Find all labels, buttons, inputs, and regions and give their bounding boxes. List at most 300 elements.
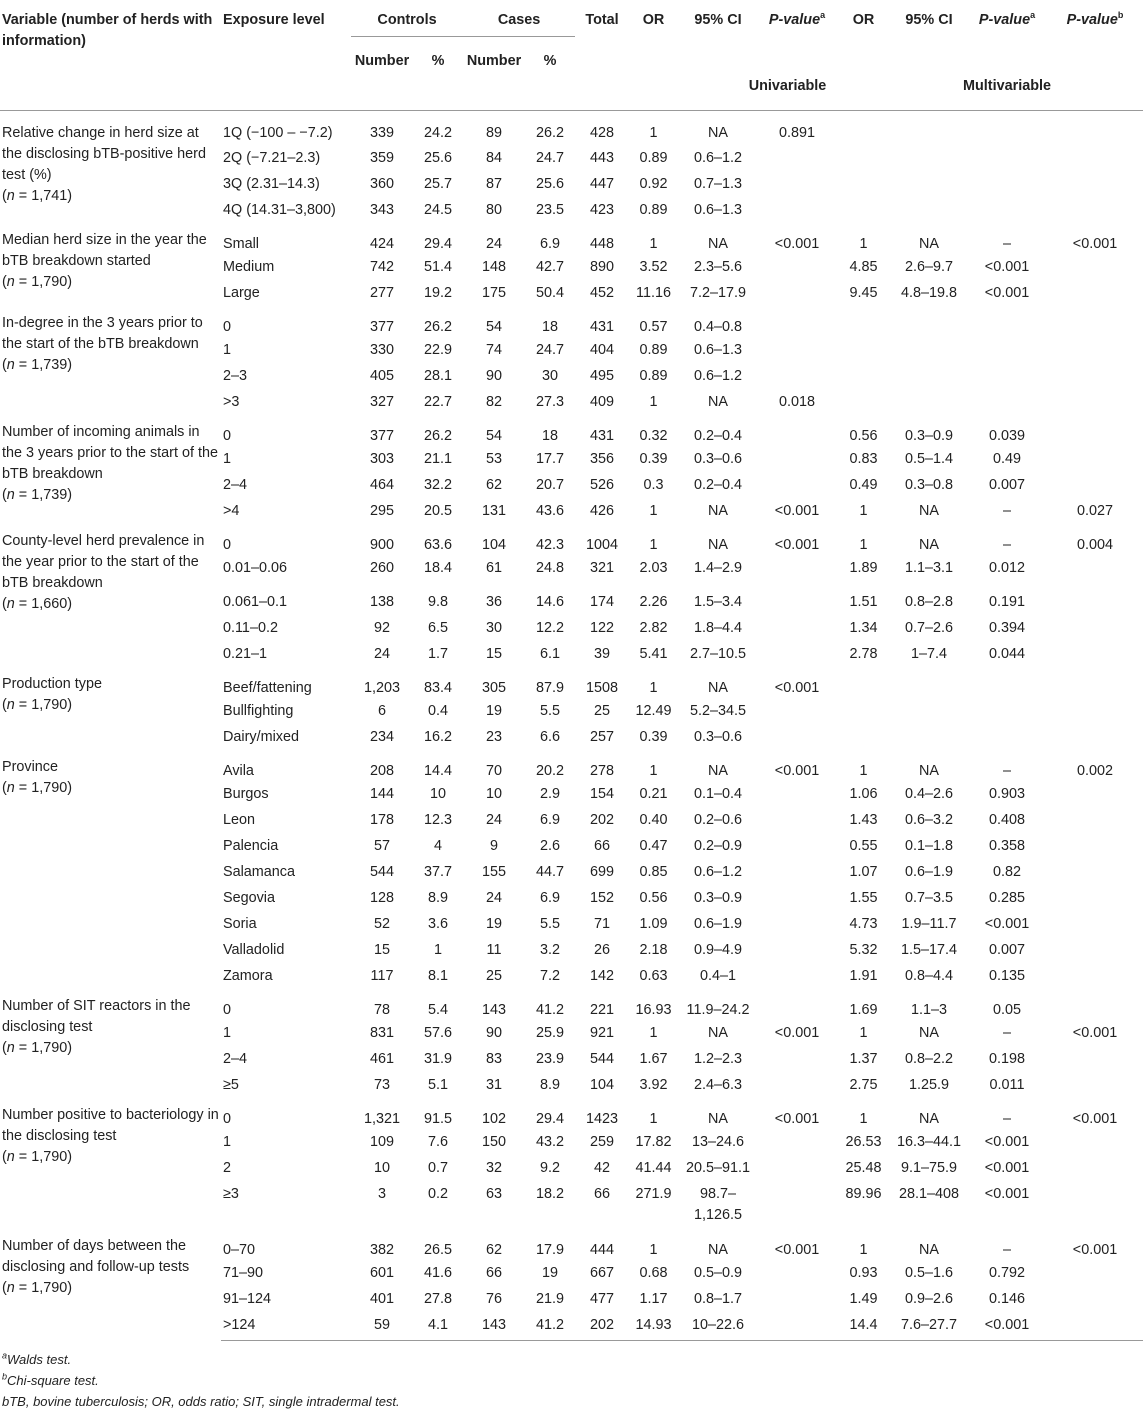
cell-ci-multi: 0.8–2.2	[905, 1051, 954, 1067]
cell-pvalue-uni: <0.001	[774, 1242, 820, 1258]
variable-cell: Number of days between the disclosing and follow-up tests (n = 1,790)	[2, 1238, 190, 1296]
cell-ci-multi: NA	[919, 1111, 940, 1127]
cell-or-multi: 2.75	[849, 1077, 878, 1093]
cell-controls-number: 138	[369, 594, 394, 610]
cell-or-multi: 89.96	[845, 1186, 882, 1202]
table-row	[0, 525, 1143, 556]
exposure-level: 1	[223, 1025, 232, 1041]
n-symbol: n	[6, 1149, 15, 1165]
cell-pvalue-multi: –	[1003, 236, 1012, 252]
cell-controls-number: 405	[369, 368, 394, 384]
cell-pvalue-b	[1047, 1182, 1143, 1230]
cell-controls-percent: 0.4	[428, 703, 449, 719]
cell-pvalue-uni	[758, 281, 836, 307]
cell-pvalue-uni: <0.001	[774, 236, 820, 252]
cell-ci-uni: 2.3–5.6	[694, 259, 743, 275]
cell-total: 444	[590, 1242, 615, 1258]
cell-pvalue-uni: <0.001	[774, 763, 820, 779]
cell-ci-multi: NA	[919, 537, 940, 553]
cell-cases-percent: 5.5	[540, 916, 561, 932]
cell-ci-uni: 1.8–4.4	[694, 620, 743, 636]
header-variable: Variable (number of herds with information)	[2, 12, 213, 49]
cell-ci-uni: 0.2–0.9	[694, 838, 743, 854]
cell-total: 699	[590, 864, 615, 880]
cell-ci-multi	[891, 198, 967, 224]
cell-or-multi	[836, 668, 891, 699]
cell-pvalue-multi: 0.285	[989, 890, 1026, 906]
cell-cases-percent: 44.7	[536, 864, 565, 880]
cell-pvalue-uni	[758, 556, 836, 590]
cell-total: 428	[575, 110, 629, 146]
cell-total: 443	[590, 150, 615, 166]
variable-label: Province	[2, 759, 58, 775]
cell-cases-percent: 24.8	[536, 560, 565, 576]
cell-cases-percent: 21.9	[536, 1291, 565, 1307]
variable-cell: In-degree in the 3 years prior to the start of the bTB breakdown (n = 1,739)	[2, 315, 203, 373]
cell-or-uni: 11.16	[636, 285, 671, 301]
cell-pvalue-multi	[967, 390, 1047, 416]
header-cases-percent: %	[525, 36, 575, 74]
cell-ci-multi	[891, 338, 967, 364]
header-univariable	[629, 74, 891, 110]
cell-ci-uni: 0.6–1.2	[694, 150, 743, 166]
cell-or-uni: 1	[649, 503, 658, 519]
cell-pvalue-uni	[758, 1287, 836, 1313]
cell-total: 42	[594, 1160, 611, 1176]
cell-controls-number: 544	[369, 864, 394, 880]
variable-cell: Median herd size in the year the bTB breakdown started (n = 1,790)	[2, 232, 207, 290]
cell-controls-percent: 24.5	[424, 202, 453, 218]
cell-cases-percent: 42.3	[536, 537, 565, 553]
cell-pvalue-uni	[758, 1313, 836, 1341]
cell-pvalue-multi: <0.001	[984, 285, 1030, 301]
cell-pvalue-b	[1047, 172, 1143, 198]
cell-ci-uni: 2.7–10.5	[690, 646, 747, 662]
exposure-level: 1	[223, 1134, 232, 1150]
footnote-a-mark: a	[2, 1350, 8, 1361]
cell-cases-number: 155	[482, 864, 507, 880]
cell-or-multi	[836, 725, 891, 751]
cell-ci-multi	[891, 307, 967, 338]
cell-or-multi: 25.48	[845, 1160, 882, 1176]
cell-ci-multi: 2.6–9.7	[905, 259, 954, 275]
cell-controls-percent: 1.7	[428, 646, 449, 662]
cell-ci-uni: 1.4–2.9	[694, 560, 743, 576]
cell-total: 122	[590, 620, 615, 636]
cell-ci-uni: 0.2–0.4	[694, 428, 743, 444]
cell-or-uni: 1.67	[639, 1051, 668, 1067]
cell-controls-number: 831	[369, 1025, 394, 1041]
cell-ci-multi: 4.8–19.8	[901, 285, 958, 301]
cell-ci-multi: 7.6–27.7	[891, 1313, 967, 1341]
cell-total: 202	[575, 1313, 629, 1341]
cell-ci-uni: NA	[708, 763, 729, 779]
table-row	[0, 416, 1143, 447]
cell-or-multi	[836, 172, 891, 198]
cell-controls-percent: 91.5	[424, 1111, 453, 1127]
cell-pvalue-multi: <0.001	[984, 916, 1030, 932]
exposure-level: Palencia	[223, 838, 279, 854]
cell-or-multi: 5.32	[849, 942, 878, 958]
n-symbol: n	[6, 357, 15, 373]
cell-controls-number: 128	[369, 890, 394, 906]
cell-or-multi: 1.51	[849, 594, 878, 610]
cell-pvalue-multi	[967, 338, 1047, 364]
footnote-abbreviations: bTB, bovine tuberculosis; OR, odds ratio; SIT, single intradermal test.	[2, 1394, 400, 1409]
cell-ci-uni: NA	[708, 1111, 729, 1127]
cell-pvalue-uni	[758, 364, 836, 390]
cell-ci-uni: 0.9–4.9	[694, 942, 743, 958]
cell-cases-percent: 42.7	[536, 259, 565, 275]
cell-pvalue-b: 0.004	[1077, 537, 1114, 553]
cell-pvalue-b	[1047, 416, 1143, 447]
cell-ci-uni: NA	[708, 236, 729, 252]
n-symbol: n	[6, 596, 15, 612]
cell-pvalue-b	[1047, 390, 1143, 416]
cell-ci-uni: NA	[708, 1025, 729, 1041]
cell-ci-uni: 1.5–3.4	[694, 594, 743, 610]
cell-or-multi: 1.07	[849, 864, 878, 880]
exposure-level: 2–4	[223, 1051, 248, 1067]
cell-total: 404	[590, 342, 615, 358]
cell-pvalue-multi	[967, 307, 1047, 338]
cell-pvalue-b	[1047, 782, 1143, 808]
cell-ci-multi: 0.9–2.6	[905, 1291, 954, 1307]
cell-cases-percent: 18	[542, 428, 559, 444]
cell-ci-uni: 0.2–0.6	[694, 812, 743, 828]
cell-or-multi	[836, 198, 891, 224]
cell-cases-number: 104	[482, 537, 507, 553]
cell-pvalue-multi	[967, 668, 1047, 699]
cell-controls-percent: 63.6	[424, 537, 453, 553]
cell-controls-percent: 16.2	[424, 729, 453, 745]
header-exposure: Exposure level	[223, 12, 325, 28]
cell-ci-multi: 0.8–4.4	[905, 968, 954, 984]
cell-cases-percent: 19	[542, 1265, 559, 1281]
cell-cases-number: 31	[486, 1077, 503, 1093]
cell-cases-number: 175	[482, 285, 507, 301]
cell-controls-percent: 37.7	[424, 864, 453, 880]
variable-cell: County-level herd prevalence in the year prior to the start of the bTB breakdown (n = 1,660)	[2, 533, 205, 612]
cell-total: 39	[594, 646, 611, 662]
cell-pvalue-b	[1047, 110, 1143, 146]
cell-controls-percent: 21.1	[424, 451, 453, 467]
cell-pvalue-b	[1047, 146, 1143, 172]
cell-controls-percent: 10	[430, 786, 447, 802]
cell-controls-percent: 18.4	[424, 560, 453, 576]
cell-or-multi: 0.55	[849, 838, 878, 854]
cell-controls-percent: 28.1	[424, 368, 453, 384]
exposure-level: 1Q (−100 – −7.2)	[221, 110, 351, 146]
cell-cases-number: 62	[486, 1242, 503, 1258]
exposure-level: 2–3	[223, 368, 248, 384]
cell-ci-multi: 0.7–3.5	[905, 890, 954, 906]
cell-pvalue-b	[1047, 886, 1143, 912]
n-symbol: n	[6, 1280, 15, 1296]
cell-total: 448	[590, 236, 615, 252]
cell-pvalue-uni	[758, 834, 836, 860]
cell-ci-uni: 10–22.6	[678, 1313, 758, 1341]
cell-cases-number: 24	[486, 890, 503, 906]
cell-or-multi: 1	[859, 236, 868, 252]
cell-total: 1508	[586, 680, 619, 696]
cell-ci-multi: 1.1–3.1	[905, 560, 954, 576]
cell-or-uni: 14.93	[629, 1313, 678, 1341]
cell-controls-number: 73	[373, 1077, 390, 1093]
table-row	[0, 224, 1143, 255]
cell-pvalue-b	[1047, 1313, 1143, 1341]
header-cases-label: Cases	[497, 12, 541, 28]
cell-or-uni: 17.82	[635, 1134, 672, 1150]
cell-pvalue-b	[1047, 1073, 1143, 1099]
cell-cases-number: 66	[486, 1265, 503, 1281]
cell-pvalue-b	[1047, 590, 1143, 616]
exposure-level: >124	[221, 1313, 351, 1341]
exposure-level: Burgos	[223, 786, 269, 802]
cell-or-uni: 0.85	[639, 864, 668, 880]
cell-or-multi: 1	[859, 1242, 868, 1258]
cell-controls-number: 343	[369, 202, 394, 218]
cell-ci-uni: 7.2–17.9	[690, 285, 747, 301]
cell-pvalue-b	[1047, 473, 1143, 499]
cell-total: 154	[590, 786, 615, 802]
cell-ci-multi: 1.25.9	[909, 1077, 950, 1093]
cell-ci-multi	[891, 172, 967, 198]
cell-or-uni: 1.17	[639, 1291, 668, 1307]
cell-cases-number: 62	[486, 477, 503, 493]
footnote-a-text: Walds test.	[7, 1352, 72, 1367]
cell-ci-uni: 2.4–6.3	[694, 1077, 743, 1093]
exposure-level: 4Q (14.31–3,800)	[223, 202, 336, 218]
cell-or-uni: 1	[649, 1111, 658, 1127]
cell-pvalue-b	[1047, 834, 1143, 860]
cell-cases-percent: 2.6	[540, 838, 561, 854]
exposure-level: 2Q (−7.21–2.3)	[223, 150, 321, 166]
cell-controls-number: 377	[369, 428, 394, 444]
cell-or-multi: 1.49	[849, 1291, 878, 1307]
cell-pvalue-multi: <0.001	[967, 1313, 1047, 1341]
cell-controls-percent: 5.4	[428, 1002, 449, 1018]
cell-controls-number: 109	[369, 1134, 394, 1150]
exposure-level: Large	[223, 285, 260, 301]
cell-controls-number: 10	[373, 1160, 390, 1176]
cell-controls-number: 461	[369, 1051, 394, 1067]
cell-or-uni: 1	[649, 1242, 658, 1258]
footnote-mark-a: a	[1030, 10, 1036, 21]
cell-cases-percent: 6.6	[540, 729, 561, 745]
footnotes	[0, 1341, 1143, 1412]
cell-pvalue-uni	[758, 255, 836, 281]
cell-pvalue-uni	[758, 338, 836, 364]
cell-cases-percent: 6.1	[540, 646, 561, 662]
cell-controls-number: 24	[373, 646, 390, 662]
cell-cases-percent: 17.9	[536, 1242, 565, 1258]
cell-cases-number: 80	[486, 202, 503, 218]
cell-cases-percent: 6.9	[540, 890, 561, 906]
cell-cases-percent: 18	[542, 319, 559, 335]
cell-or-uni: 1	[629, 110, 678, 146]
cell-cases-percent: 25.9	[536, 1025, 565, 1041]
cell-or-multi: 1.43	[849, 812, 878, 828]
cell-pvalue-uni: <0.001	[774, 1025, 820, 1041]
cell-cases-percent: 14.6	[536, 594, 565, 610]
cell-cases-number: 90	[486, 1025, 503, 1041]
cell-pvalue-b	[1047, 281, 1143, 307]
cell-total: 431	[590, 428, 615, 444]
cell-cases-number: 36	[486, 594, 503, 610]
cell-total: 66	[594, 838, 611, 854]
cell-pvalue-b	[1047, 364, 1143, 390]
cell-ci-uni: 0.6–1.9	[694, 916, 743, 932]
cell-or-uni: 0.21	[639, 786, 668, 802]
cell-or-multi	[836, 364, 891, 390]
cell-pvalue-b	[1047, 556, 1143, 590]
exposure-level: 1	[223, 451, 232, 467]
cell-controls-percent: 31.9	[424, 1051, 453, 1067]
cell-pvalue-b	[1047, 938, 1143, 964]
cell-controls-number: 295	[369, 503, 394, 519]
cell-cases-number: 53	[486, 451, 503, 467]
cell-pvalue-b	[1047, 616, 1143, 642]
cell-total: 66	[594, 1186, 611, 1202]
cell-pvalue-uni	[758, 616, 836, 642]
cell-cases-number: 54	[486, 428, 503, 444]
cell-pvalue-multi: 0.05	[993, 1002, 1022, 1018]
cell-controls-percent: 51.4	[424, 259, 453, 275]
cell-controls-percent: 22.9	[424, 342, 453, 358]
exposure-level: 3Q (2.31–14.3)	[223, 176, 320, 192]
cell-controls-number: 1,321	[363, 1111, 400, 1127]
cell-controls-percent: 9.8	[428, 594, 449, 610]
header-pvalue-b	[1047, 0, 1143, 74]
header-multivariable-label: Multivariable	[963, 78, 1051, 94]
cell-or-multi: 14.4	[836, 1313, 891, 1341]
variable-n: n = 1,790	[6, 274, 68, 290]
table-row	[0, 1230, 1143, 1261]
cell-ci-uni: NA	[708, 1242, 729, 1258]
variable-label: Median herd size in the year the bTB breakdown started	[2, 232, 207, 269]
cell-pvalue-uni	[758, 912, 836, 938]
cell-cases-percent: 41.2	[525, 1313, 575, 1341]
cell-controls-percent: 4	[434, 838, 443, 854]
cell-controls-number: 208	[369, 763, 394, 779]
exposure-level: 0.061–0.1	[223, 594, 288, 610]
cell-or-uni: 2.03	[639, 560, 668, 576]
cell-cases-number: 30	[486, 620, 503, 636]
cell-total: 104	[590, 1077, 615, 1093]
cell-pvalue-multi: 0.007	[989, 942, 1026, 958]
cell-ci-multi: 16.3–44.1	[897, 1134, 962, 1150]
cell-cases-percent: 23.5	[536, 202, 565, 218]
cell-controls-percent: 19.2	[424, 285, 453, 301]
cell-pvalue-multi: –	[1003, 1111, 1012, 1127]
cell-controls-number: 59	[351, 1313, 413, 1341]
cell-or-uni: 2.18	[639, 942, 668, 958]
cell-pvalue-uni	[758, 1182, 836, 1230]
cell-total: 423	[590, 202, 615, 218]
cell-total: 544	[590, 1051, 615, 1067]
exposure-level: Beef/fattening	[223, 680, 312, 696]
cell-controls-number: 1,203	[363, 680, 400, 696]
variable-n: n = 1,739	[6, 487, 68, 503]
cell-ci-multi: NA	[919, 1242, 940, 1258]
cell-pvalue-multi: <0.001	[984, 1134, 1030, 1150]
cell-pvalue-multi	[967, 699, 1047, 725]
cell-controls-number: 900	[369, 537, 394, 553]
exposure-level: >4	[223, 503, 240, 519]
variable-n: n = 1,739	[6, 357, 68, 373]
cell-ci-multi: 0.8–2.8	[905, 594, 954, 610]
cell-pvalue-multi: 0.394	[989, 620, 1026, 636]
cell-or-multi: 0.56	[849, 428, 878, 444]
cell-cases-percent: 20.7	[536, 477, 565, 493]
cell-pvalue-b	[1047, 699, 1143, 725]
cell-pvalue-uni: <0.001	[774, 1111, 820, 1127]
cell-pvalue-b: 0.002	[1077, 763, 1114, 779]
exposure-level: 71–90	[223, 1265, 264, 1281]
variable-label: Number of SIT reactors in the disclosing test	[2, 998, 191, 1035]
table-row	[0, 668, 1143, 699]
cell-ci-multi	[891, 110, 967, 146]
cell-cases-percent: 5.5	[540, 703, 561, 719]
cell-pvalue-uni: 0.018	[779, 394, 816, 410]
exposure-level: Bullfighting	[223, 703, 294, 719]
cell-total: 142	[590, 968, 615, 984]
cell-ci-uni: NA	[708, 503, 729, 519]
cell-or-multi: 0.83	[849, 451, 878, 467]
exposure-level: Salamanca	[223, 864, 295, 880]
exposure-level: 2	[223, 1160, 232, 1176]
cell-pvalue-uni	[758, 307, 836, 338]
cell-ci-uni: NA	[708, 680, 729, 696]
cell-controls-number: 424	[369, 236, 394, 252]
cell-or-uni: 3.92	[639, 1077, 668, 1093]
cell-pvalue-multi	[967, 110, 1047, 146]
cell-cases-percent: 41.2	[536, 1002, 565, 1018]
n-symbol: n	[6, 187, 15, 204]
variable-n: n = 1,790	[6, 1040, 68, 1056]
cell-or-multi: 26.53	[845, 1134, 882, 1150]
cell-cases-percent: 43.2	[536, 1134, 565, 1150]
cell-pvalue-multi: 0.007	[989, 477, 1026, 493]
cell-cases-percent: 50.4	[536, 285, 565, 301]
cell-controls-number: 178	[369, 812, 394, 828]
cell-pvalue-b	[1047, 255, 1143, 281]
variable-label: In-degree in the 3 years prior to the start of the bTB breakdown	[2, 315, 203, 352]
cell-controls-number: 359	[369, 150, 394, 166]
cell-or-multi: 1	[859, 1025, 868, 1041]
cell-cases-percent: 18.2	[536, 1186, 565, 1202]
cell-pvalue-uni	[758, 198, 836, 224]
cell-pvalue-multi: –	[1003, 503, 1012, 519]
exposure-level: >3	[223, 394, 240, 410]
cell-pvalue-uni	[758, 447, 836, 473]
cell-or-multi: 1.69	[849, 1002, 878, 1018]
variable-label: County-level herd prevalence in the year prior to the start of the bTB breakdown	[2, 533, 205, 591]
cell-pvalue-uni	[758, 1130, 836, 1156]
cell-cases-percent: 30	[542, 368, 559, 384]
cell-controls-number: 601	[369, 1265, 394, 1281]
cell-pvalue-multi: <0.001	[984, 259, 1030, 275]
cell-pvalue-multi: 0.012	[989, 560, 1026, 576]
cell-total: 278	[590, 763, 615, 779]
cell-or-multi: 0.49	[849, 477, 878, 493]
cell-cases-number: 150	[482, 1134, 507, 1150]
cell-controls-percent: 27.8	[424, 1291, 453, 1307]
n-symbol: n	[6, 487, 15, 503]
cell-cases-number: 63	[486, 1186, 503, 1202]
table-row	[0, 751, 1143, 782]
